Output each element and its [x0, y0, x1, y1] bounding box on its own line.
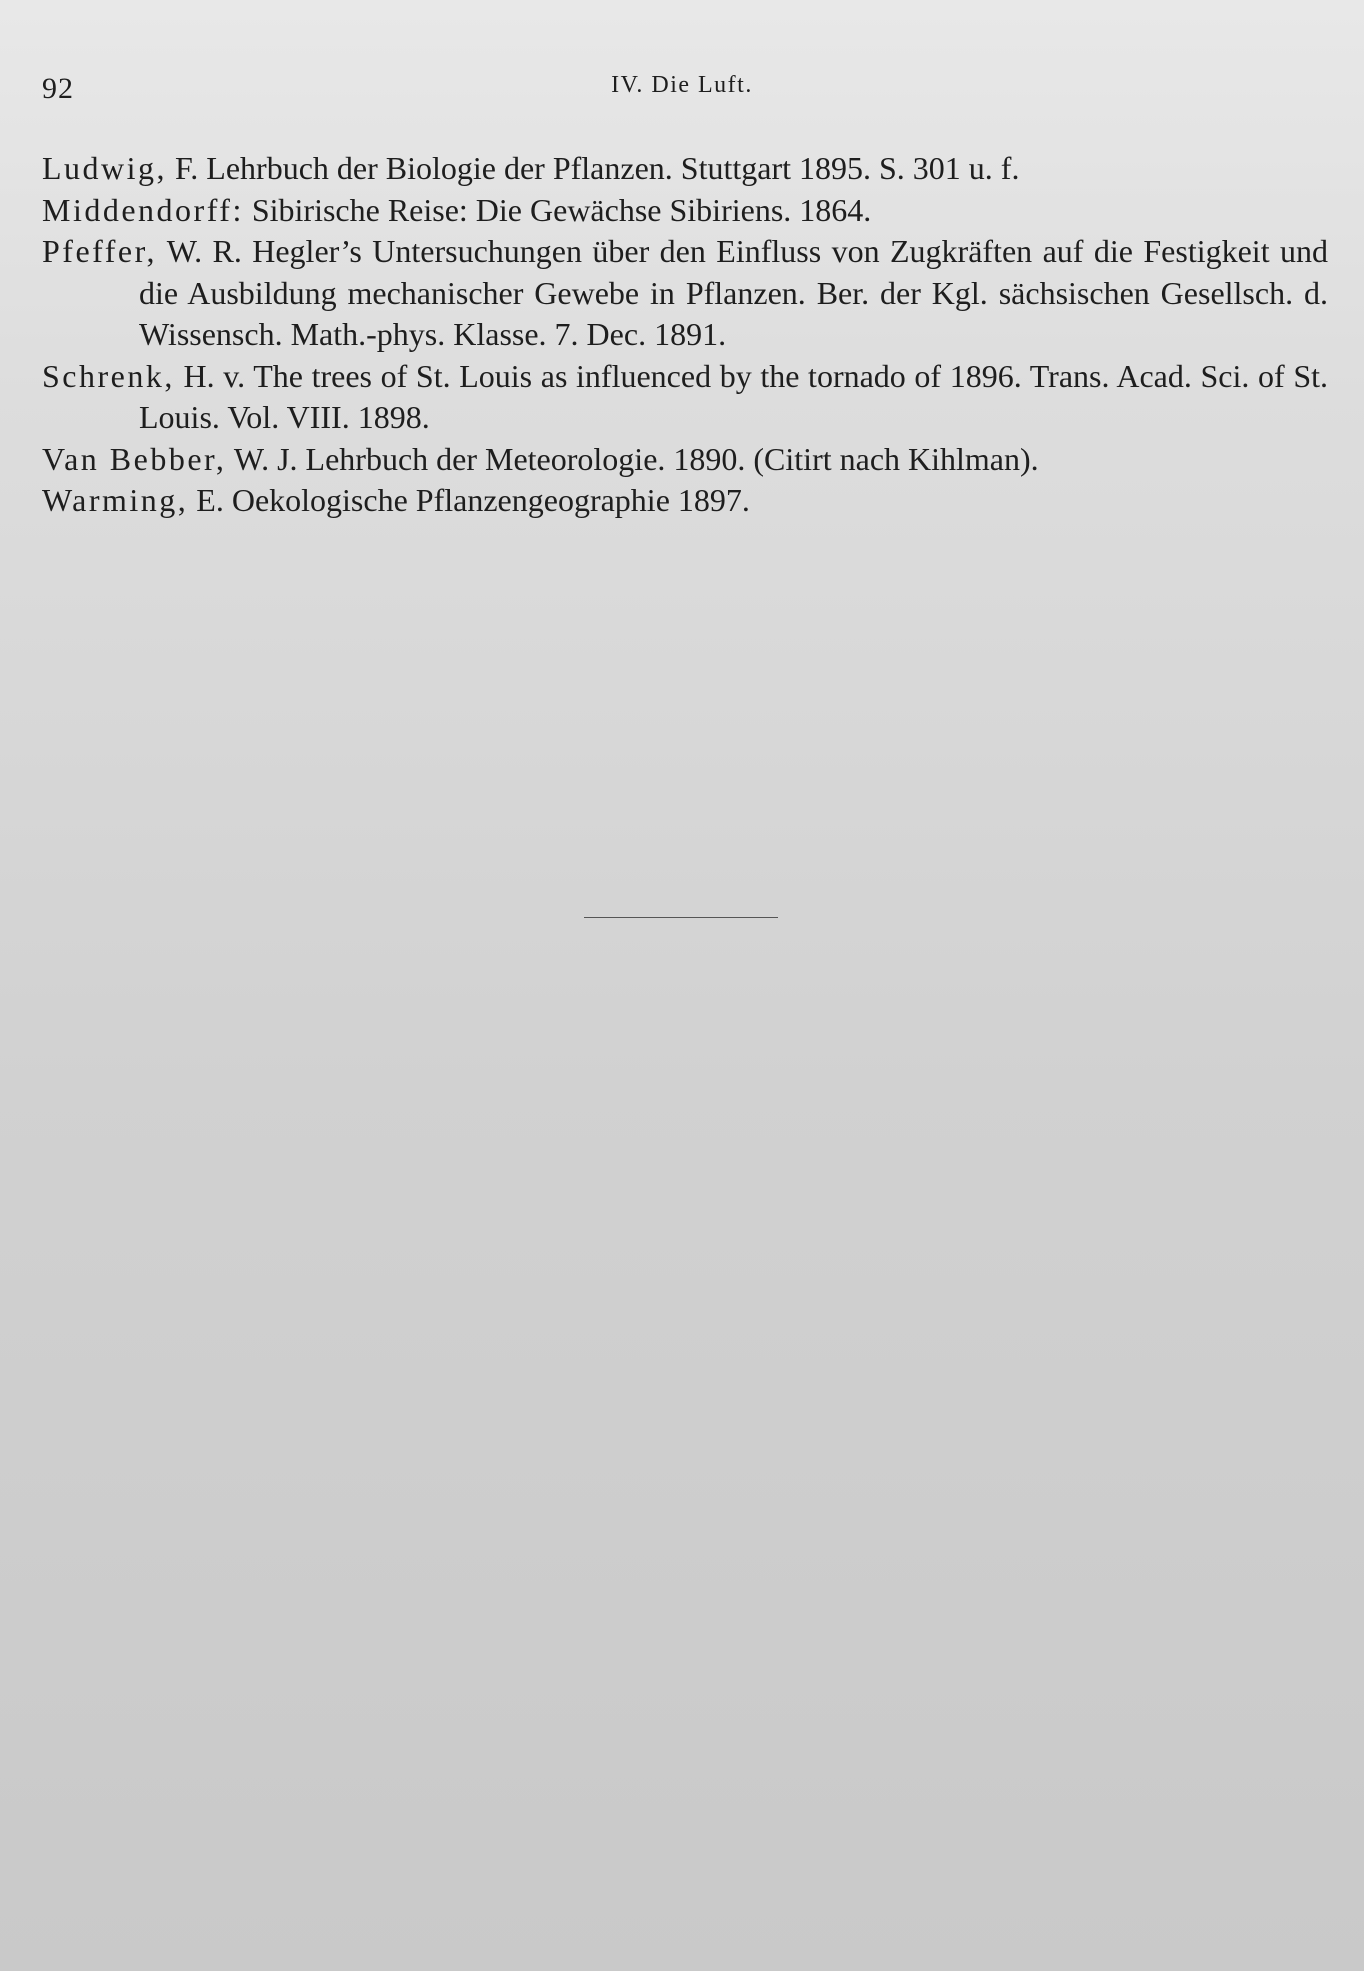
reference-author: Ludwig, — [42, 150, 168, 186]
reference-entry — [42, 190, 1328, 232]
reference-entry — [42, 356, 1328, 439]
reference-author: Middendorff: — [42, 191, 244, 228]
reference-text: Sibirische Reise: Die Gewächse Sibiriens. 1864. — [243, 191, 872, 228]
reference-text: H. v. The trees of St. Louis as influenced by the tornado of 1896. Trans. Acad. Sci. of St. Louis. Vol. VIII. 1898. — [139, 357, 1328, 435]
reference-text: W. J. Lehrbuch der Meteorologie. 1890. (Citirt nach Kihlman). — [226, 440, 1039, 477]
reference-entry — [42, 148, 1328, 190]
page-number: 92 — [42, 72, 74, 105]
reference-entry — [42, 231, 1328, 356]
reference-author: Warming, — [42, 482, 189, 518]
reference-author: Schrenk, — [42, 357, 175, 394]
reference-entry — [42, 439, 1328, 481]
running-title: IV. Die Luft. — [611, 72, 753, 98]
reference-author: Pfeffer, — [42, 233, 157, 269]
reference-entry — [42, 480, 1328, 522]
reference-text: W. R. Hegler’s Untersuchungen über den Einfluss von Zugkräften auf die Festigkeit und die Ausbildung mechanischer Gewebe in Pflanzen. Ber. der Kgl. sächsischen Gesellsch. d. Wissensch. Math.-phys. Klasse. 7. Dec. 1891. — [139, 233, 1328, 352]
reference-text: F. Lehrbuch der Biologie der Pflanzen. Stuttgart 1895. S. 301 u. f. — [167, 150, 1020, 186]
end-rule — [584, 917, 778, 918]
reference-author: Van Bebber, — [42, 440, 227, 477]
reference-list — [42, 148, 1328, 522]
reference-text: E. Oekologische Pflanzengeographie 1897. — [188, 482, 750, 518]
